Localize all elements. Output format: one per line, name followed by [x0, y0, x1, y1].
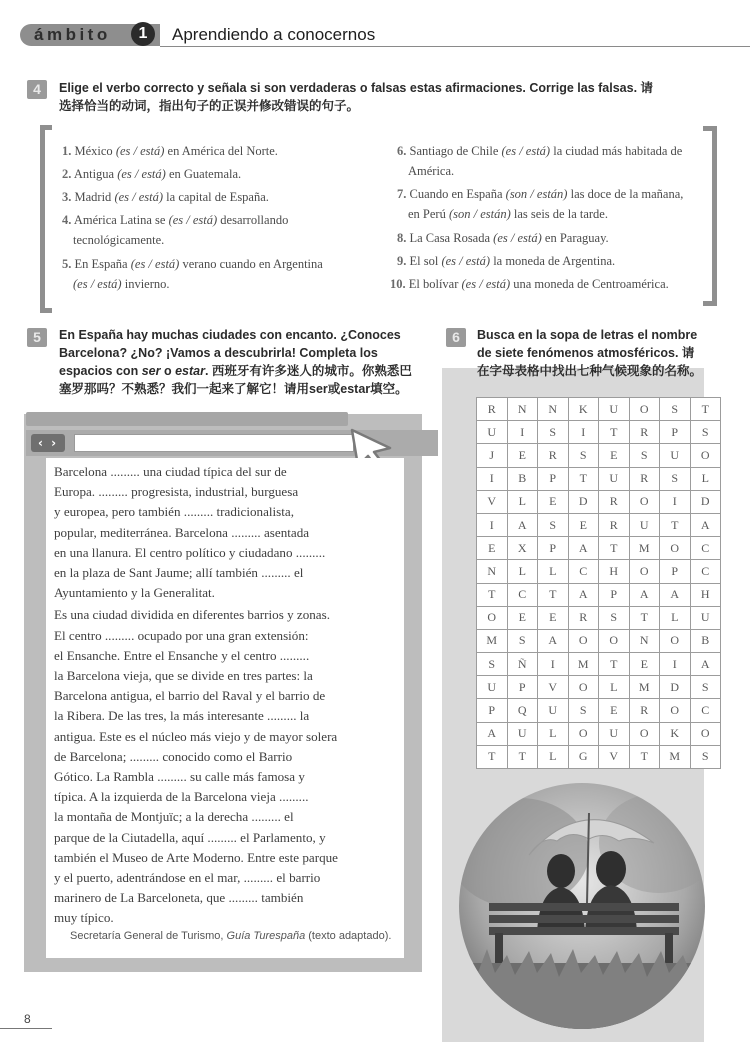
grid-cell: P: [538, 537, 569, 560]
grid-cell: A: [690, 653, 721, 676]
grid-row: [477, 513, 721, 536]
grid-cell: T: [477, 583, 508, 606]
grid-cell: O: [629, 490, 660, 513]
statement-item: 3. Madrid (es / está) la capital de España.: [62, 190, 269, 204]
grid-row: [477, 398, 721, 421]
grid-cell: O: [690, 444, 721, 467]
grid-cell: S: [507, 629, 538, 652]
grid-cell: I: [660, 653, 691, 676]
grid-cell: A: [629, 583, 660, 606]
grid-cell: E: [538, 606, 569, 629]
grid-cell: P: [538, 467, 569, 490]
grid-cell: S: [690, 745, 721, 768]
chapter-title: Aprendiendo a conocernos: [172, 25, 376, 44]
grid-cell: T: [599, 653, 630, 676]
grid-cell: S: [690, 676, 721, 699]
grid-cell: O: [568, 722, 599, 745]
grid-cell: H: [599, 560, 630, 583]
grid-cell: S: [477, 653, 508, 676]
grid-cell: S: [660, 398, 691, 421]
statement-item: 7. Cuando en España (son / están) las doce de la mañana, en Perú (son / están) las seis de la tarde.: [397, 187, 684, 221]
grid-cell: H: [690, 583, 721, 606]
grid-cell: A: [507, 513, 538, 536]
grid-cell: G: [568, 745, 599, 768]
grid-row: [477, 606, 721, 629]
grid-row: [477, 722, 721, 745]
browser-nav-arrows-icon[interactable]: ‹ ›: [31, 434, 65, 452]
grid-cell: E: [507, 444, 538, 467]
grid-cell: L: [538, 560, 569, 583]
grid-cell: L: [507, 490, 538, 513]
grid-cell: R: [568, 606, 599, 629]
grid-cell: E: [477, 537, 508, 560]
grid-cell: E: [599, 699, 630, 722]
grid-cell: N: [477, 560, 508, 583]
grid-row: [477, 629, 721, 652]
grid-cell: T: [599, 537, 630, 560]
grid-cell: T: [660, 513, 691, 536]
grid-cell: P: [477, 699, 508, 722]
grid-cell: A: [477, 722, 508, 745]
grid-cell: E: [599, 444, 630, 467]
grid-cell: T: [629, 606, 660, 629]
grid-cell: U: [690, 606, 721, 629]
grid-cell: C: [690, 537, 721, 560]
grid-cell: U: [507, 722, 538, 745]
browser-address-field[interactable]: [74, 434, 354, 452]
grid-cell: R: [599, 490, 630, 513]
grid-cell: E: [629, 653, 660, 676]
statement-item: 6. Santiago de Chile (es / está) la ciudad más habitada de América.: [397, 144, 683, 178]
grid-cell: O: [477, 606, 508, 629]
grid-cell: R: [629, 421, 660, 444]
grid-cell: P: [599, 583, 630, 606]
grid-cell: O: [629, 560, 660, 583]
grid-cell: L: [538, 722, 569, 745]
grid-cell: O: [629, 722, 660, 745]
grid-cell: D: [690, 490, 721, 513]
grid-cell: P: [660, 421, 691, 444]
statement-item: 2. Antigua (es / está) en Guatemala.: [62, 167, 242, 181]
page-number-rule: [0, 1028, 52, 1029]
grid-row: [477, 490, 721, 513]
grid-row: [477, 444, 721, 467]
grid-cell: U: [629, 513, 660, 536]
grid-cell: A: [568, 537, 599, 560]
grid-cell: S: [660, 467, 691, 490]
grid-cell: K: [660, 722, 691, 745]
grid-cell: D: [660, 676, 691, 699]
grid-cell: U: [538, 699, 569, 722]
grid-cell: T: [568, 467, 599, 490]
grid-cell: D: [568, 490, 599, 513]
exercise-4-bracket-left: [40, 125, 52, 313]
statement-item: 4. América Latina se (es / está) desarrollando tecnológicamente.: [62, 213, 289, 247]
grid-cell: M: [568, 653, 599, 676]
reading-paragraph-1: Barcelona ......... una ciudad típica del sur de Europa. ......... progresista, industrial, burguesa y europea, pero también ......... tradicionalista, popular, mediterránea. Barcelona ......... asentada en una llanura. El centro político y ciudadano ......... en la plaza de Sant Jaume; allí también ......... el Ayuntamiento y la Generalitat.: [54, 464, 326, 601]
grid-cell: A: [568, 583, 599, 606]
word-search-grid: [476, 397, 721, 769]
grid-cell: T: [507, 745, 538, 768]
exercise-4-instruction: [59, 79, 699, 115]
exercise-4-bracket-right: [703, 126, 717, 306]
grid-cell: V: [477, 490, 508, 513]
grid-cell: R: [599, 513, 630, 536]
grid-cell: S: [568, 444, 599, 467]
grid-cell: S: [568, 699, 599, 722]
grid-row: [477, 653, 721, 676]
grid-cell: S: [538, 513, 569, 536]
grid-row: [477, 699, 721, 722]
grid-cell: M: [629, 537, 660, 560]
grid-cell: X: [507, 537, 538, 560]
grid-cell: O: [660, 699, 691, 722]
exercise-4-number: 4: [27, 80, 47, 99]
grid-cell: T: [690, 398, 721, 421]
grid-cell: I: [507, 421, 538, 444]
grid-cell: B: [690, 629, 721, 652]
grid-cell: L: [538, 745, 569, 768]
grid-row: [477, 676, 721, 699]
statement-item: 10. El bolívar (es / está) una moneda de Centroamérica.: [390, 277, 669, 291]
grid-cell: N: [538, 398, 569, 421]
page-number: 8: [24, 1012, 31, 1026]
exercise-4-instruction-es: Elige el verbo correcto y señala si son verdaderas o falsas estas afirmaciones. Corrige las falsas.: [59, 81, 638, 95]
grid-cell: K: [568, 398, 599, 421]
grid-cell: N: [507, 398, 538, 421]
grid-cell: M: [629, 676, 660, 699]
grid-cell: E: [568, 513, 599, 536]
reading-paragraph-2: Es una ciudad dividida en diferentes barrios y zonas. El centro ......... ocupado por una gran extensión: el Ensanche. Entre el Ensanche y el centro ......... la Barcelona vieja, que se divide en tres partes: la Barcelona antigua, el barrio del Raval y el barrio de la Ribera. De las tres, la más interesante ......... la antigua. Este es el núcleo más viejo y de mayor solera de Barcelona; ......... conocido como el Barrio Gótico. La Rambla ......... su calle más famosa y típica. A la izquierda de la Barcelona vieja ......... la montaña de Montjuïc; a la derecha ......... el parque de la Ciutadella, aquí ......... el Parlamento, y también el Museo de Arte Moderno. Entre este parque y el puerto, adentrándose en el mar, ......... el barrio marinero de La Barceloneta, que ......... también muy típico.: [54, 607, 338, 926]
grid-cell: R: [629, 699, 660, 722]
grid-cell: O: [568, 629, 599, 652]
grid-cell: Ñ: [507, 653, 538, 676]
grid-cell: Q: [507, 699, 538, 722]
grid-cell: M: [660, 745, 691, 768]
grid-cell: L: [690, 467, 721, 490]
grid-cell: U: [599, 722, 630, 745]
grid-cell: O: [690, 722, 721, 745]
grid-cell: U: [477, 676, 508, 699]
grid-cell: C: [568, 560, 599, 583]
grid-cell: S: [629, 444, 660, 467]
grid-cell: S: [538, 421, 569, 444]
chapter-number: 1: [131, 22, 155, 46]
grid-cell: E: [538, 490, 569, 513]
grid-cell: I: [477, 513, 508, 536]
grid-cell: O: [599, 629, 630, 652]
grid-cell: R: [629, 467, 660, 490]
exercise-4-instruction-zh-b: 选择恰当的动词，指出句子的正误并修改错误的句子。: [59, 99, 360, 113]
grid-cell: A: [690, 513, 721, 536]
grid-cell: P: [660, 560, 691, 583]
grid-cell: M: [477, 629, 508, 652]
grid-cell: L: [599, 676, 630, 699]
exercise-6-number: 6: [446, 328, 466, 347]
statement-item: 8. La Casa Rosada (es / está) en Paraguay.: [397, 231, 609, 245]
exercise-4-instruction-zh-a: 请: [640, 81, 654, 95]
statement-item: 1. México (es / está) en América del Norte.: [62, 144, 278, 158]
exercise-5-number: 5: [27, 328, 47, 347]
grid-row: [477, 745, 721, 768]
grid-cell: T: [477, 745, 508, 768]
grid-cell: O: [660, 629, 691, 652]
grid-row: [477, 467, 721, 490]
grid-cell: L: [507, 560, 538, 583]
grid-cell: N: [629, 629, 660, 652]
grid-cell: U: [599, 398, 630, 421]
barcelona-reading-text: [54, 462, 399, 931]
grid-cell: J: [477, 444, 508, 467]
exercise-6-instruction: Busca en la sopa de letras el nombre de siete fenómenos atmosféricos. 请 在字母表格中找出七种气候现象的名称。: [477, 328, 703, 378]
grid-cell: U: [660, 444, 691, 467]
grid-cell: S: [599, 606, 630, 629]
chapter-label: ámbito: [34, 25, 111, 44]
grid-cell: S: [690, 421, 721, 444]
grid-cell: I: [538, 653, 569, 676]
grid-cell: L: [660, 606, 691, 629]
grid-cell: O: [568, 676, 599, 699]
grid-row: [477, 583, 721, 606]
grid-cell: V: [538, 676, 569, 699]
grid-row: [477, 537, 721, 560]
grid-row: [477, 421, 721, 444]
grid-cell: B: [507, 467, 538, 490]
grid-cell: R: [477, 398, 508, 421]
chapter-header: [20, 22, 750, 48]
grid-cell: T: [599, 421, 630, 444]
grid-cell: T: [629, 745, 660, 768]
statement-item: 5. En España (es / está) verano cuando en Argentina (es / está) invierno.: [62, 257, 323, 291]
exercise-5-instruction: En España hay muchas ciudades con encanto. ¿Conoces Barcelona? ¿No? ¡Vamos a descubrirla! Completa los espacios con ser o estar. 西班牙有许多迷人的城市。你熟悉巴 塞罗那吗？不熟悉？我们一起来了解它！请用ser或estar填空。: [59, 328, 412, 396]
grid-cell: A: [660, 583, 691, 606]
couple-under-umbrella-photo: [459, 783, 705, 1029]
grid-cell: C: [690, 699, 721, 722]
grid-cell: A: [538, 629, 569, 652]
statement-item: 9. El sol (es / está) la moneda de Argentina.: [397, 254, 616, 268]
grid-cell: C: [507, 583, 538, 606]
header-divider: [160, 46, 750, 47]
grid-cell: P: [507, 676, 538, 699]
grid-cell: I: [568, 421, 599, 444]
grid-cell: I: [477, 467, 508, 490]
reading-source: Secretaría General de Turismo, Guía Turespaña (texto adaptado).: [70, 930, 392, 942]
grid-cell: O: [660, 537, 691, 560]
grid-row: [477, 560, 721, 583]
grid-cell: I: [660, 490, 691, 513]
grid-cell: V: [599, 745, 630, 768]
reading-panel-tab: [26, 412, 348, 426]
grid-cell: R: [538, 444, 569, 467]
grid-cell: U: [599, 467, 630, 490]
grid-cell: T: [538, 583, 569, 606]
grid-cell: E: [507, 606, 538, 629]
grid-cell: C: [690, 560, 721, 583]
grid-cell: U: [477, 421, 508, 444]
grid-cell: O: [629, 398, 660, 421]
